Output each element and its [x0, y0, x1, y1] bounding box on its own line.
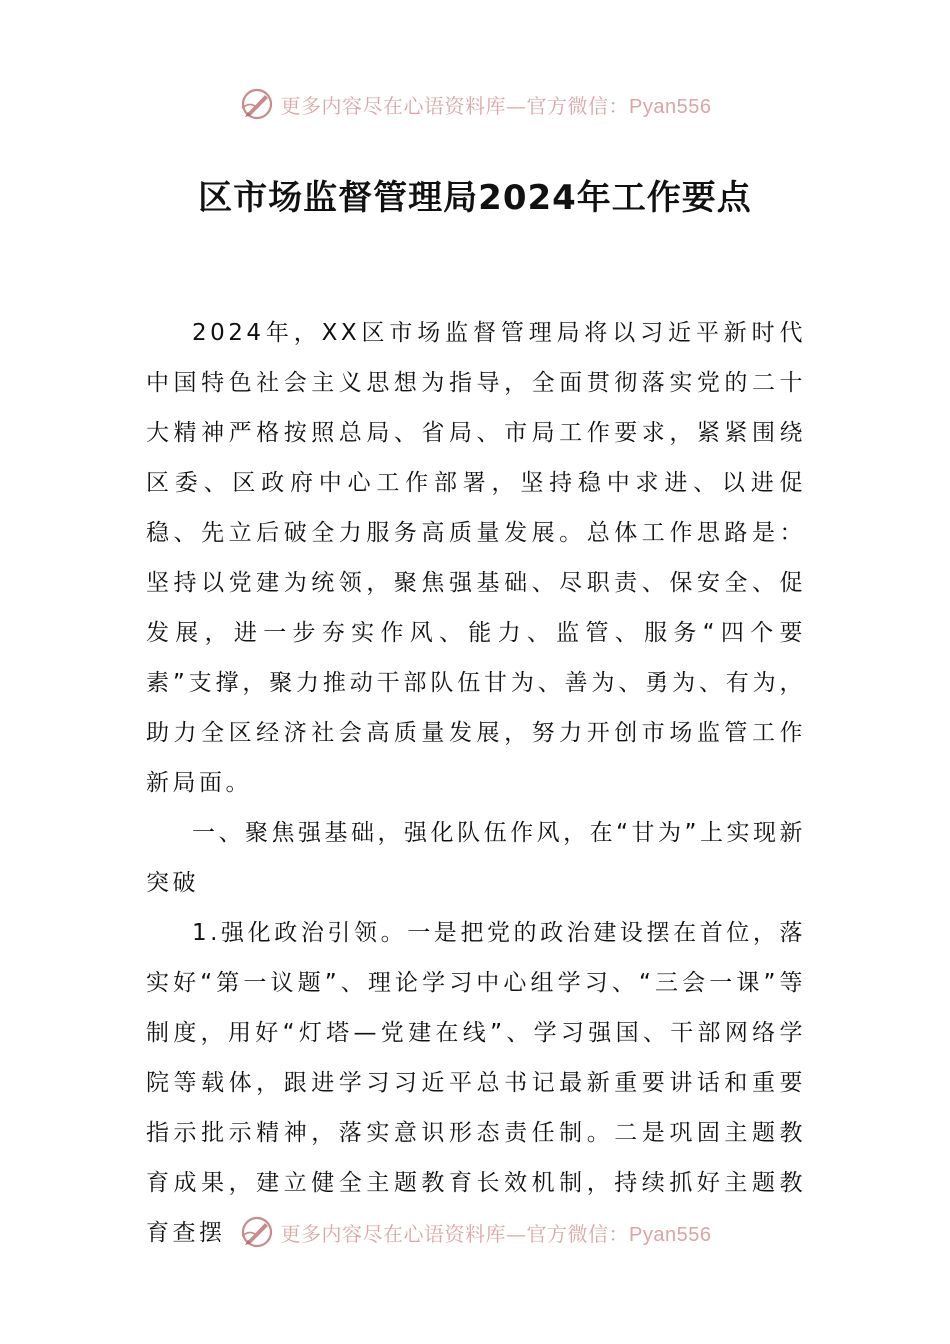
watermark-text: 更多内容尽在心语资料库—官方微信：Pyan556 [280, 1221, 712, 1246]
watermark-text: 更多内容尽在心语资料库—官方微信：Pyan556 [280, 93, 712, 118]
document-body [146, 308, 806, 1258]
item-paragraph-1: 1.强化政治引领。一是把党的政治建设摆在首位，落实好“第一议题”、理论学习中心组学习、“三会一课”等制度，用好“灯塔—党建在线”、学习强国、干部网络学院等载体，跟进学习习近平总书记最新重要讲话和重要指示批示精神，落实意识形态责任制。二是巩固主题教育成果，建立健全主题教育长效机制，持续抓好主题教育查摆 [146, 920, 806, 1246]
watermark-wechat-id: Pyan556 [629, 1223, 712, 1246]
footer-watermark [0, 1212, 950, 1252]
document-title: 区市场监督管理局2024年工作要点 [198, 178, 752, 218]
header-watermark [0, 84, 950, 124]
section-heading-1: 一、聚焦强基础，强化队伍作风，在“甘为”上实现新突破 [146, 820, 806, 896]
watermark-wechat-id: Pyan556 [629, 95, 712, 118]
pen-logo-icon [239, 86, 275, 122]
intro-paragraph: 2024年，XX区市场监督管理局将以习近平新时代中国特色社会主义思想为指导，全面贯彻落实党的二十大精神严格按照总局、省局、市局工作要求，紧紧围绕区委、区政府中心工作部署，坚持稳中求进、以进促稳、先立后破全力服务高质量发展。总体工作思路是：坚持以党建为统领，聚焦强基础、尽职责、保安全、促发展，进一步夯实作风、能力、监管、服务“四个要素”支撑，聚力推动干部队伍甘为、善为、勇为、有为，助力全区经济社会高质量发展，努力开创市场监管工作新局面。 [146, 320, 806, 796]
pen-logo-icon [239, 1214, 275, 1250]
